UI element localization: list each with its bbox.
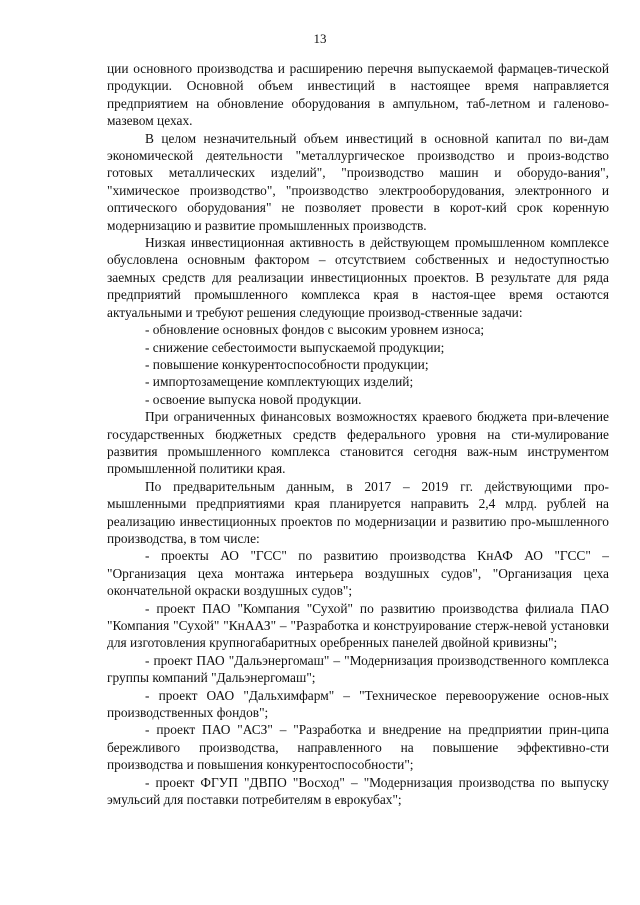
list-item: - проект ПАО "Компания "Сухой" по развитию производства филиала ПАО "Компания "Сухой" "КнААЗ" – "Разработка и конструирование стерж-невой установки для изготовления крупногабаритных оребренных панелей двойной кривизны"; bbox=[107, 600, 609, 651]
list-item: - импортозамещение комплектующих изделий; bbox=[145, 374, 414, 390]
document-body bbox=[107, 60, 609, 808]
paragraph: При ограниченных финансовых возможностях краевого бюджета при-влечение государственных бюджетных средств федерального уровня на сти-мулирование развития промышленного комплекса становится сегодня важ-ным инструментом промышленной политики края. bbox=[107, 409, 609, 477]
list-item: - проект ПАО "Дальэнергомаш" – "Модернизация производственного комплекса группы компаний "Дальэнергомаш"; bbox=[107, 652, 609, 686]
list-item: - проект ОАО "Дальхимфарм" – "Техническое перевооружение основ-ных производственных фондов"; bbox=[107, 687, 609, 721]
page-number: 13 bbox=[313, 31, 327, 46]
list-item: - освоение выпуска новой продукции. bbox=[145, 391, 362, 407]
list-item: - повышение конкурентоспособности продукции; bbox=[145, 356, 429, 372]
list-item: - проект ФГУП "ДВПО "Восход" – "Модернизация производства по выпуску эмульсий для поставки потребителям в еврокубах"; bbox=[107, 774, 609, 808]
list-item: - проект ПАО "АСЗ" – "Разработка и внедрение на предприятии прин-ципа бережливого производства, направленного на повышение эффективно-сти производства и повышения конкурентоспособности"; bbox=[107, 722, 609, 773]
paragraph: ции основного производства и расширению перечня выпускаемой фармацев-тической продукции. Основной объем инвестиций в настоящее время направляется предприятием на обновление оборудования в ампульном, таб-летном и галеново-мазевом цехах. bbox=[107, 61, 609, 129]
list-item: - обновление основных фондов с высоким уровнем износа; bbox=[145, 322, 485, 338]
list-item: - проекты АО "ГСС" по развитию производства КнАФ АО "ГСС" – "Организация цеха монтажа интерьера воздушных судов", "Организация цеха окончательной окраски воздушных судов"; bbox=[107, 548, 609, 599]
paragraph: Низкая инвестиционная активность в действующем промышленном комплексе обусловлена основным фактором – отсутствием собственных и недоступностью заемных средств для реализации инвестиционных проектов. В результате для ряда предприятий промышленного комплекса края в настоя-щее время остаются актуальными и требуют решения следующие производ-ственные задачи: bbox=[107, 235, 609, 320]
paragraph: В целом незначительный объем инвестиций в основной капитал по ви-дам экономической деятельности "металлургическое производство и произ-водство готовых металлических изделий", "производство машин и оборудо-вания", "химическое производство", "производство электрооборудования, электронного и оптического оборудования" не позволяет провести в корот-кий срок коренную модернизацию и развитие промышленных производств. bbox=[107, 130, 609, 233]
paragraph: По предварительным данным, в 2017 – 2019 гг. действующими про-мышленными предприятиями края планируется направить 2,4 млрд. рублей на реализацию инвестиционных проектов по модернизации и развитию про-мышленного производства, в том числе: bbox=[107, 478, 609, 546]
list-item: - снижение себестоимости выпускаемой продукции; bbox=[145, 339, 445, 355]
